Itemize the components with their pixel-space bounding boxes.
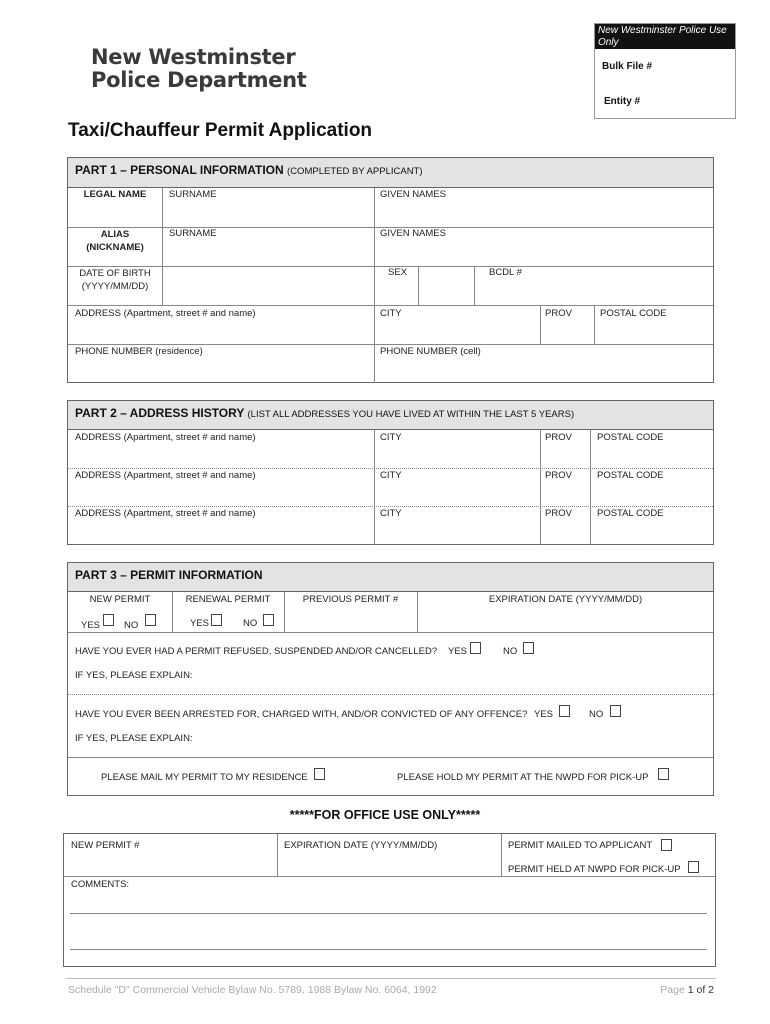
new-permit-no-label: NO	[124, 620, 139, 631]
page-prefix: Page	[660, 984, 688, 996]
previous-permit-field[interactable]: PREVIOUS PERMIT #	[302, 594, 399, 605]
dob-line-1: DATE OF BIRTH	[79, 268, 151, 279]
postal-code-field[interactable]: POSTAL CODE	[600, 308, 667, 319]
phone-cell-field[interactable]: PHONE NUMBER (cell)	[380, 346, 481, 357]
mail-permit-label: PLEASE MAIL MY PERMIT TO MY RESIDENCE	[101, 772, 308, 783]
part1-heading: PART 1 – PERSONAL INFORMATION	[75, 163, 284, 177]
comments-line-1[interactable]	[70, 913, 707, 914]
arrested-question: HAVE YOU EVER BEEN ARRESTED FOR, CHARGED WITH, AND/OR CONVICTED OF ANY OFFENCE?	[75, 709, 528, 720]
refused-explain-field[interactable]: IF YES, PLEASE EXPLAIN:	[75, 670, 193, 681]
part2-heading: PART 2 – ADDRESS HISTORY	[75, 406, 245, 420]
history-prov-2[interactable]: PROV	[545, 470, 572, 481]
office-use-section	[63, 833, 716, 967]
part1-header	[68, 158, 713, 188]
history-prov-3[interactable]: PROV	[545, 508, 572, 519]
refused-no-label: NO	[503, 646, 518, 657]
alias-line-1: ALIAS	[100, 229, 130, 240]
entity-label: Entity #	[604, 96, 641, 107]
history-address-2[interactable]: ADDRESS (Apartment, street # and name)	[75, 470, 256, 481]
comments-line-2[interactable]	[70, 949, 707, 950]
history-postal-2[interactable]: POSTAL CODE	[597, 470, 664, 481]
bcdl-field[interactable]: BCDL #	[489, 267, 522, 278]
legal-name-label: LEGAL NAME	[83, 189, 147, 200]
part2-subheading: (LIST ALL ADDRESSES YOU HAVE LIVED AT WITHIN THE LAST 5 YEARS)	[247, 409, 575, 420]
logo-line-2: Police Department	[91, 68, 307, 92]
hold-permit-label: PLEASE HOLD MY PERMIT AT THE NWPD FOR PICK-UP	[397, 772, 649, 783]
refused-yes-label: YES	[448, 646, 468, 657]
permit-mailed-label: PERMIT MAILED TO APPLICANT	[508, 840, 653, 851]
dob-line-2: (YYYY/MM/DD)	[81, 281, 149, 292]
page-number	[660, 984, 714, 996]
legal-given-names-field[interactable]: GIVEN NAMES	[380, 189, 446, 200]
refused-yes-checkbox[interactable]	[470, 642, 481, 654]
history-postal-3[interactable]: POSTAL CODE	[597, 508, 664, 519]
department-logo	[91, 46, 307, 92]
history-city-1[interactable]: CITY	[380, 432, 402, 443]
phone-residence-field[interactable]: PHONE NUMBER (residence)	[75, 346, 203, 357]
form-title: Taxi/Chauffeur Permit Application	[68, 120, 373, 141]
new-permit-yes-checkbox[interactable]	[103, 614, 114, 626]
footer-bylaw: Schedule "D" Commercial Vehicle Bylaw No. 5789, 1988 Bylaw No. 6064, 1992	[68, 984, 437, 996]
expiration-date-field[interactable]: EXPIRATION DATE (YYYY/MM/DD)	[488, 594, 643, 605]
legal-surname-field[interactable]: SURNAME	[169, 189, 217, 200]
permit-mailed-checkbox[interactable]	[661, 839, 672, 851]
sex-field[interactable]: SEX	[388, 267, 408, 278]
office-new-permit-field[interactable]: NEW PERMIT #	[71, 840, 140, 851]
renewal-no-label: NO	[243, 618, 258, 629]
new-permit-yes-label: YES	[81, 620, 101, 631]
part3-section	[67, 562, 714, 796]
renewal-yes-checkbox[interactable]	[211, 614, 222, 626]
prov-field[interactable]: PROV	[545, 308, 572, 319]
new-permit-no-checkbox[interactable]	[145, 614, 156, 626]
arrested-no-checkbox[interactable]	[610, 705, 621, 717]
hold-permit-checkbox[interactable]	[658, 768, 669, 780]
footer-divider	[66, 978, 716, 979]
history-address-1[interactable]: ADDRESS (Apartment, street # and name)	[75, 432, 256, 443]
alias-given-names-field[interactable]: GIVEN NAMES	[380, 228, 446, 239]
part1-section	[67, 157, 714, 383]
part2-section	[67, 400, 714, 545]
history-city-2[interactable]: CITY	[380, 470, 402, 481]
arrested-yes-label: YES	[534, 709, 554, 720]
comments-label: COMMENTS:	[71, 879, 130, 890]
part3-header	[68, 563, 713, 592]
new-permit-label: NEW PERMIT	[89, 594, 151, 605]
permit-held-label: PERMIT HELD AT NWPD FOR PICK-UP	[508, 864, 681, 875]
office-expiration-field[interactable]: EXPIRATION DATE (YYYY/MM/DD)	[284, 840, 438, 851]
permit-held-checkbox[interactable]	[688, 861, 699, 873]
alias-line-2: (NICKNAME)	[86, 242, 144, 253]
part2-header	[68, 401, 713, 430]
police-use-heading: New Westminster Police Use Only	[595, 24, 735, 49]
renewal-yes-label: YES	[190, 618, 210, 629]
arrested-explain-field[interactable]: IF YES, PLEASE EXPLAIN:	[75, 733, 193, 744]
arrested-no-label: NO	[589, 709, 604, 720]
dob-label	[68, 267, 162, 293]
alias-label	[68, 228, 162, 254]
mail-permit-checkbox[interactable]	[314, 768, 325, 780]
arrested-yes-checkbox[interactable]	[559, 705, 570, 717]
history-postal-1[interactable]: POSTAL CODE	[597, 432, 664, 443]
part1-subheading: (COMPLETED BY APPLICANT)	[287, 166, 423, 177]
history-prov-1[interactable]: PROV	[545, 432, 572, 443]
refused-no-checkbox[interactable]	[523, 642, 534, 654]
address-field[interactable]: ADDRESS (Apartment, street # and name)	[75, 308, 256, 319]
part3-heading: PART 3 – PERMIT INFORMATION	[75, 568, 263, 582]
alias-surname-field[interactable]: SURNAME	[169, 228, 217, 239]
refused-question: HAVE YOU EVER HAD A PERMIT REFUSED, SUSPENDED AND/OR CANCELLED?	[75, 646, 438, 657]
city-field[interactable]: CITY	[380, 308, 402, 319]
renewal-no-checkbox[interactable]	[263, 614, 274, 626]
renewal-permit-label: RENEWAL PERMIT	[185, 594, 271, 605]
history-city-3[interactable]: CITY	[380, 508, 402, 519]
page-count: 1 of 2	[687, 984, 714, 996]
logo-line-1: New Westminster	[91, 45, 296, 69]
history-address-3[interactable]: ADDRESS (Apartment, street # and name)	[75, 508, 256, 519]
police-use-box	[594, 23, 736, 119]
office-use-heading: *****FOR OFFICE USE ONLY*****	[289, 808, 481, 822]
bulk-file-label: Bulk File #	[602, 61, 653, 72]
